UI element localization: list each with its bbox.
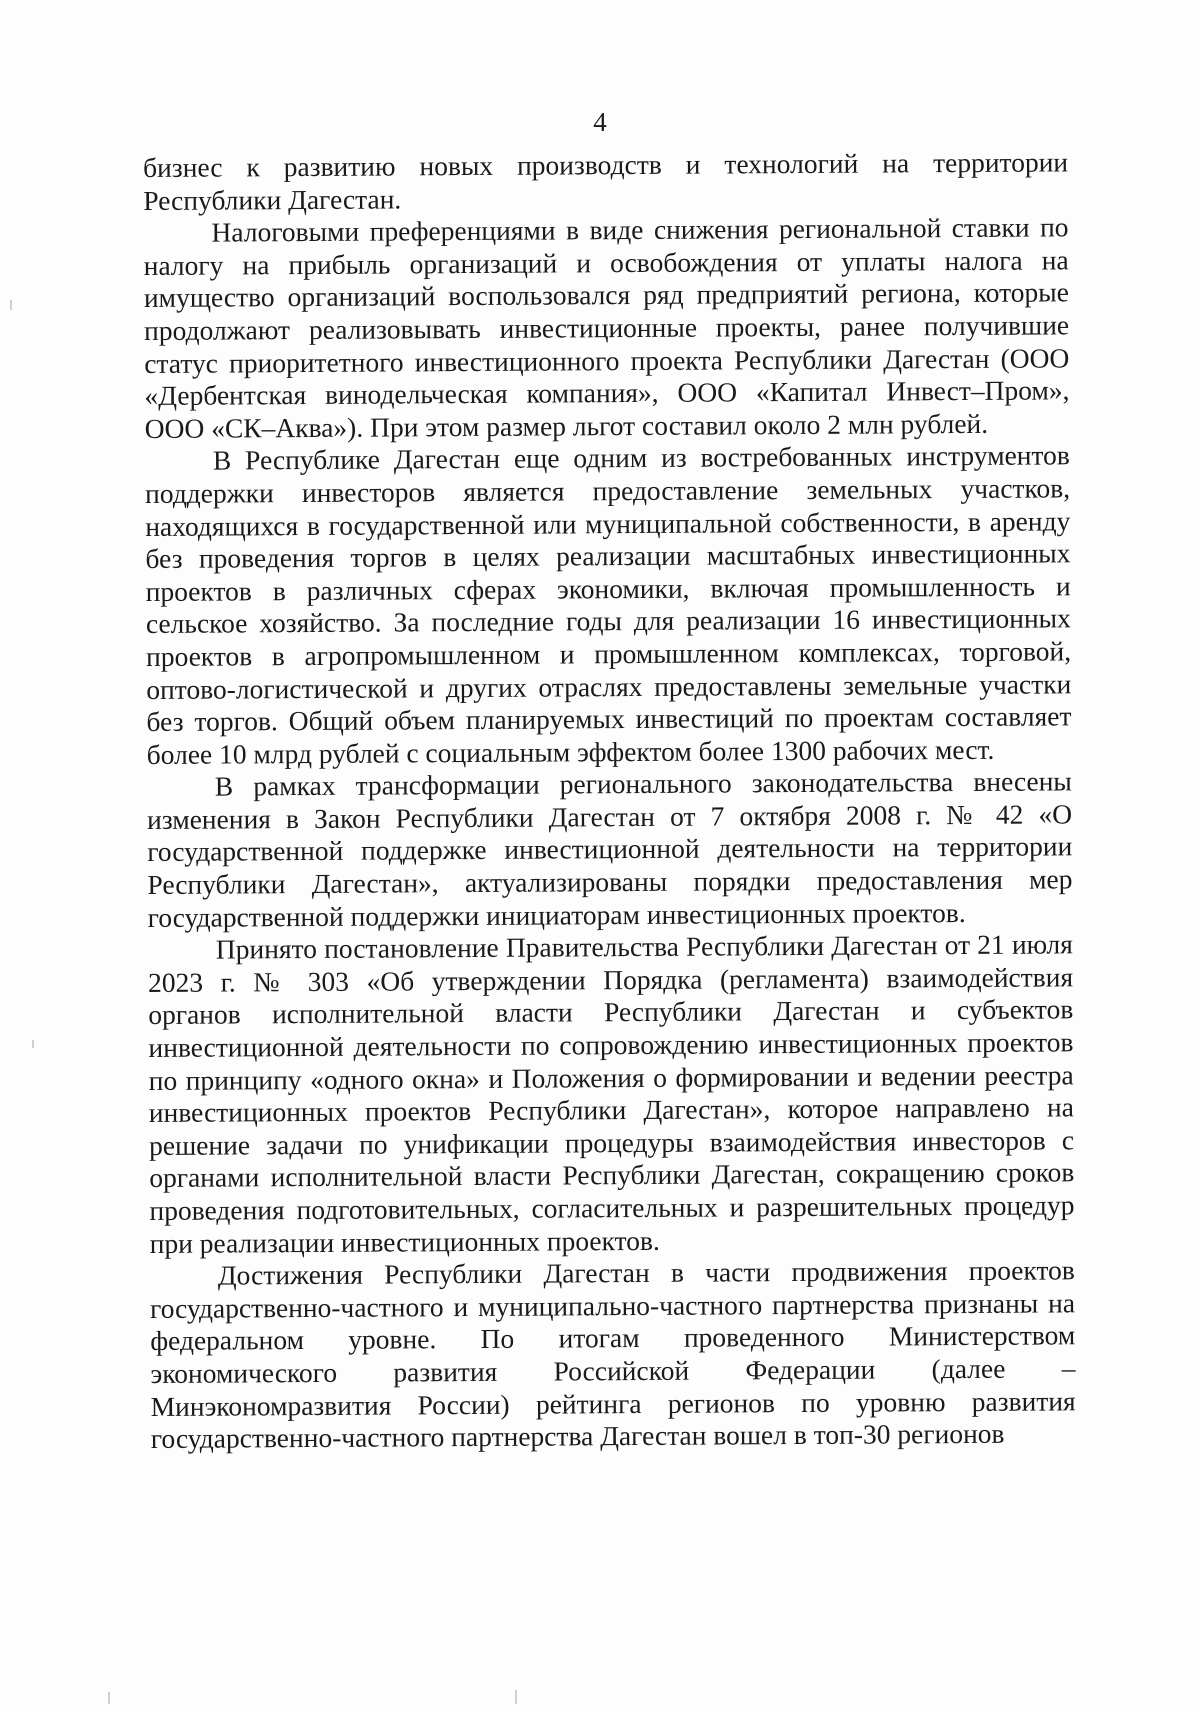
paragraph-5: Принято постановление Правительства Республики Дагестан от 21 июля 2023 г. № 303 «Об утверждении Порядка (регламента) взаимодействия органов исполнительной власти Республики Дагестан и субъектов инвестиционной деятельности по сопровождению инвестиционных проектов по принципу «одного окна» и Положения о формировании и ведении реестра инвестиционных проектов Республики Дагестан», которое направлено на решение задачи по унификации процедуры взаимодействия инвесторов с органами исполнительной власти Республики Дагестан, сокращению сроков проведения подготовительных, согласительных и разрешительных процедур при реализации инвестиционных проектов. [147, 928, 1075, 1259]
scan-mark [10, 300, 12, 310]
paragraph-6: Достижения Республики Дагестан в части продвижения проектов государственно-частного и муниципально-частного партнерства признаны на федеральном уровне. По итогам проведенного Министерством экономического развития Российской Федерации (далее – Минэкономразвития России) рейтинга регионов по уровню развития государственно-частного партнерства Дагестан вошел в топ-30 регионов [149, 1254, 1076, 1455]
document-body [143, 146, 1076, 1455]
page-number: 4 [593, 107, 607, 137]
scan-mark [32, 1040, 34, 1048]
scan-mark [108, 1692, 110, 1704]
paragraph-3: В Республике Дагестан еще одним из востребованных инструментов поддержки инвесторов является предоставление земельных участков, находящихся в государственной или муниципальной собственности, в аренду без проведения торгов в целях реализации масштабных инвестиционных проектов в различных сферах экономики, включая промышленность и сельское хозяйство. За последние годы для реализации 16 инвестиционных проектов в агропромышленном и промышленном комплексах, торговой, оптово-логистической и других отраслях предоставлены земельные участки без торгов. Общий объем планируемых инвестиций по проектам составляет более 10 млрд рублей с социальным эффектом более 1300 рабочих мест. [144, 439, 1072, 770]
paragraph-1: бизнес к развитию новых производств и технологий на территории Республики Дагестан. [143, 146, 1069, 216]
paragraph-4: В рамках трансформации регионального законодательства внесены изменения в Закон Республики Дагестан от 7 октября 2008 г. № 42 «О государственной поддержке инвестиционной деятельности на территории Республики Дагестан», актуализированы порядки предоставления мер государственной поддержки инициаторам инвестиционных проектов. [146, 765, 1073, 933]
paragraph-2: Налоговыми преференциями в виде снижения региональной ставки по налогу на прибыль организаций и освобождения от уплаты налога на имущество организаций воспользовался ряд предприятий региона, которые продолжают реализовывать инвестиционные проекты, ранее получившие статус приоритетного инвестиционного проекта Республики Дагестан (ООО «Дербентская винодельческая компания», ООО «Капитал Инвест–Пром», ООО «СК–Аква»). При этом размер льгот составил около 2 млн рублей. [143, 211, 1070, 444]
scan-mark [515, 1690, 517, 1704]
